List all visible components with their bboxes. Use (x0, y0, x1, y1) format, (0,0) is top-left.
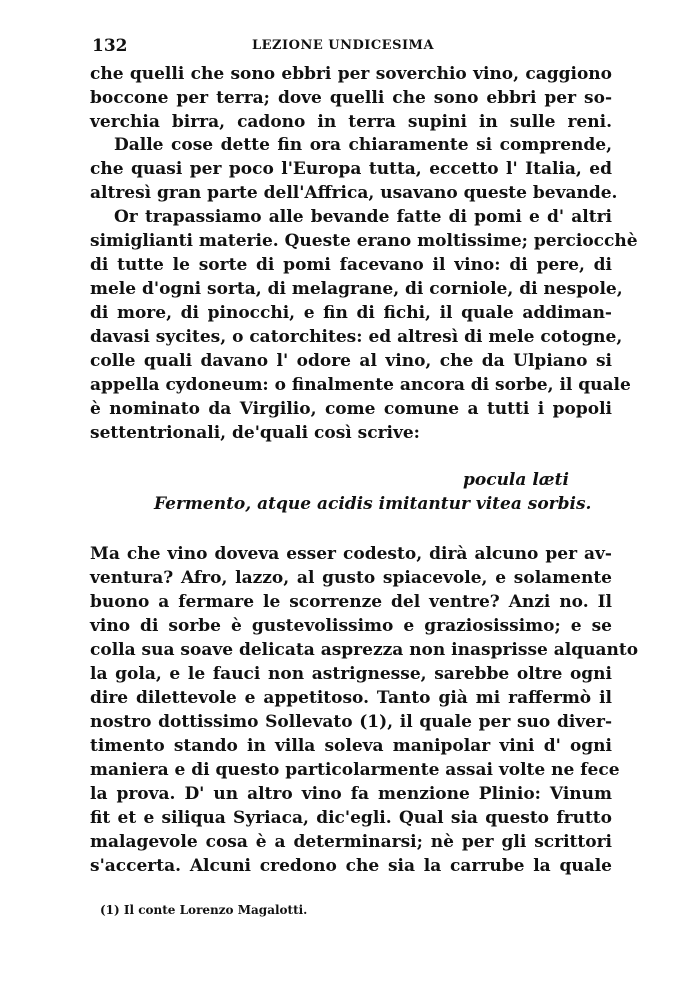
text-line: Or trapassiamo alle bevande fatte di pomi e d' altri (114, 207, 612, 227)
text-line: Dalle cose dette fin ora chiaramente si comprende, (114, 135, 612, 155)
running-head: LEZIONE UNDICESIMA (252, 38, 435, 53)
text-line: fit et e siliqua Syriaca, dic'egli. Qual sia questo frutto (90, 808, 612, 828)
footnote: (1) Il conte Lorenzo Magalotti. (100, 903, 308, 917)
text-line: di more, di pinocchi, e fin di fichi, il quale addiman- (90, 303, 612, 323)
page-header (92, 36, 612, 58)
text-line: malagevole cosa è a determinarsi; nè per gli scrittori (90, 832, 612, 852)
text-line: timento stando in villa soleva manipolar vini d' ogni (90, 736, 612, 756)
page-number: 132 (92, 36, 128, 56)
text-line: Ma che vino doveva esser codesto, dirà alcuno per av- (90, 544, 612, 564)
text-line: altresì gran parte dell'Affrica, usavano queste bevande. (90, 183, 618, 203)
text-line: dire dilettevole e appetitoso. Tanto già mi raffermò il (90, 688, 612, 708)
text-line: nostro dottissimo Sollevato (1), il quale per suo diver- (90, 712, 612, 732)
text-line: di tutte le sorte di pomi facevano il vino: di pere, di (90, 255, 612, 275)
text-line: colle quali davano l' odore al vino, che da Ulpiano si (90, 351, 612, 371)
text-line: maniera e di questo particolarmente assai volte ne fece (90, 760, 620, 780)
text-line: verchia birra, cadono in terra supini in sulle reni. (90, 112, 612, 132)
text-line: davasi sycites, o catorchites: ed altresì di mele cotogne, (90, 327, 623, 347)
text-line: appella cydoneum: o finalmente ancora di sorbe, il quale (90, 375, 631, 395)
text-line: buono a fermare le scorrenze del ventre? Anzi no. Il (90, 592, 612, 612)
text-line: la prova. D' un altro vino fa menzione Plinio: Vinum (90, 784, 612, 804)
verse-line: Fermento, atque acidis imitantur vitea sorbis. (154, 494, 592, 514)
text-line: settentrionali, de'quali così scrive: (90, 423, 420, 443)
text-line: ventura? Afro, lazzo, al gusto spiacevole, e solamente (90, 568, 612, 588)
text-line: boccone per terra; dove quelli che sono ebbri per so- (90, 88, 612, 108)
text-line: che quelli che sono ebbri per soverchio vino, caggiono (90, 64, 612, 84)
text-line: vino di sorbe è gustevolissimo e graziosissimo; e se (90, 616, 612, 636)
text-line: simiglianti materie. Queste erano moltissime; perciocchè (90, 231, 638, 251)
text-line: s'accerta. Alcuni credono che sia la carrube la quale (90, 856, 612, 876)
text-line: la gola, e le fauci non astrignesse, sarebbe oltre ogni (90, 664, 612, 684)
text-line: colla sua soave delicata asprezza non inasprisse alquanto (90, 640, 639, 660)
verse-line: pocula læti (463, 470, 569, 490)
text-line: che quasi per poco l'Europa tutta, eccetto l' Italia, ed (90, 159, 612, 179)
text-line: è nominato da Virgilio, come comune a tutti i popoli (90, 399, 612, 419)
text-line: mele d'ogni sorta, di melagrane, di corniole, di nespole, (90, 279, 623, 299)
